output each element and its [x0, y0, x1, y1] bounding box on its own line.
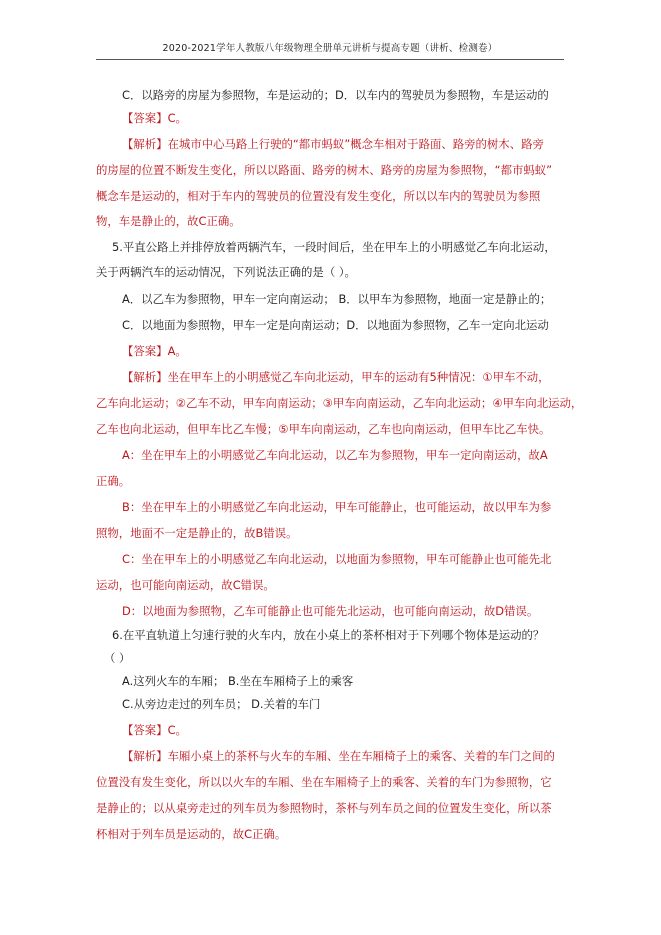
- analysis-line: 杯相对于列车员是运动的，故C正确。: [96, 827, 287, 841]
- analysis-line: B：坐在甲车上的小明感觉乙车向北运动，甲车可能静止，也可能运动，故以甲车为参: [122, 500, 552, 514]
- analysis-line: 概念车是运动的，相对于车内的驾驶员的位置没有发生变化，所以以车内的驾驶员为参照: [96, 189, 541, 203]
- analysis-line: 是静止的；以从桌旁走过的列车员为参照物时，茶杯与列车员之间的位置发生变化，所以茶: [96, 801, 552, 815]
- answer-line: 【答案】A。: [122, 344, 187, 358]
- option-line: A．以乙车为参照物，甲车一定向南运动； B．以甲车为参照物，地面一定是静止的；: [122, 292, 552, 306]
- analysis-line: A：坐在甲车上的小明感觉乙车向北运动，以乙车为参照物，甲车一定向南运动，故A: [122, 448, 548, 462]
- analysis-line: 乙车向北运动；②乙车不动，甲车向南运动；③甲车向南运动，乙车向北运动；④甲车向北运动，: [96, 396, 583, 410]
- analysis-line: 照物，地面不一定是静止的，故B错误。: [96, 526, 298, 540]
- option-line: A.这列火车的车厢； B.坐在车厢椅子上的乘客: [122, 674, 354, 688]
- analysis-line: D：以地面为参照物，乙车可能静止也可能先北运动，也可能向南运动，故D错误。: [122, 604, 539, 618]
- header-rule: [96, 59, 564, 60]
- analysis-line: 物，车是静止的，故C正确。: [96, 214, 241, 228]
- page-header: 2020-2021学年人教版八年级物理全册单元讲析与提高专题（讲析、检测卷）: [162, 43, 498, 54]
- analysis-line: 位置没有发生变化，所以以火车的车厢、坐在车厢椅子上的乘客、关着的车门为参照物，它: [96, 775, 552, 789]
- question-line: 5.平直公路上并排停放着两辆汽车，一段时间后，坐在甲车上的小明感觉乙车向北运动，: [112, 240, 556, 254]
- analysis-line: C：坐在甲车上的小明感觉乙车向北运动，以地面为参照物，甲车可能静止也可能先北: [122, 552, 552, 566]
- answer-line: 【答案】C。: [122, 723, 187, 737]
- analysis-line: 【解析】车厢小桌上的茶杯与火车的车厢、坐在车厢椅子上的乘客、关着的车门之间的: [122, 749, 555, 763]
- analysis-line: 【解析】在城市中心马路上行驶的“都市蚂蚁”概念车相对于路面、路旁的树木、路旁: [122, 137, 544, 151]
- analysis-line: 的房屋的位置不断发生变化，所以以路面、路旁的树木、路旁的房屋为参照物，“都市蚂蚁”: [96, 163, 553, 177]
- question-line: （ ）: [104, 651, 131, 665]
- answer-line: 【答案】C。: [122, 111, 187, 125]
- analysis-line: 乙车也向北运动，但甲车比乙车慢；⑤甲车向南运动，乙车也向南运动，但甲车比乙车快。: [96, 422, 551, 436]
- question-line: 关于两辆汽车的运动情况，下列说法正确的是（ ）。: [96, 265, 356, 279]
- option-line: C．以地面为参照物，甲车一定是向南运动；D．以地面为参照物，乙车一定向北运动: [122, 318, 549, 332]
- analysis-line: 运动，也可能向南运动，故C错误。: [96, 578, 275, 592]
- option-line: C.从旁边走过的列车员； D.关着的车门: [122, 697, 321, 711]
- analysis-line: 正确。: [96, 474, 131, 488]
- text-line: C．以路旁的房屋为参照物，车是运动的；D．以车内的驾驶员为参照物，车是运动的: [122, 88, 549, 102]
- question-line: 6.在平直轨道上匀速行驶的火车内，放在小桌上的茶杯相对于下列哪个物体是运动的？: [112, 628, 545, 642]
- analysis-line: 【解析】坐在甲车上的小明感觉乙车向北运动，甲车的运动有5种情况：①甲车不动，: [122, 370, 550, 384]
